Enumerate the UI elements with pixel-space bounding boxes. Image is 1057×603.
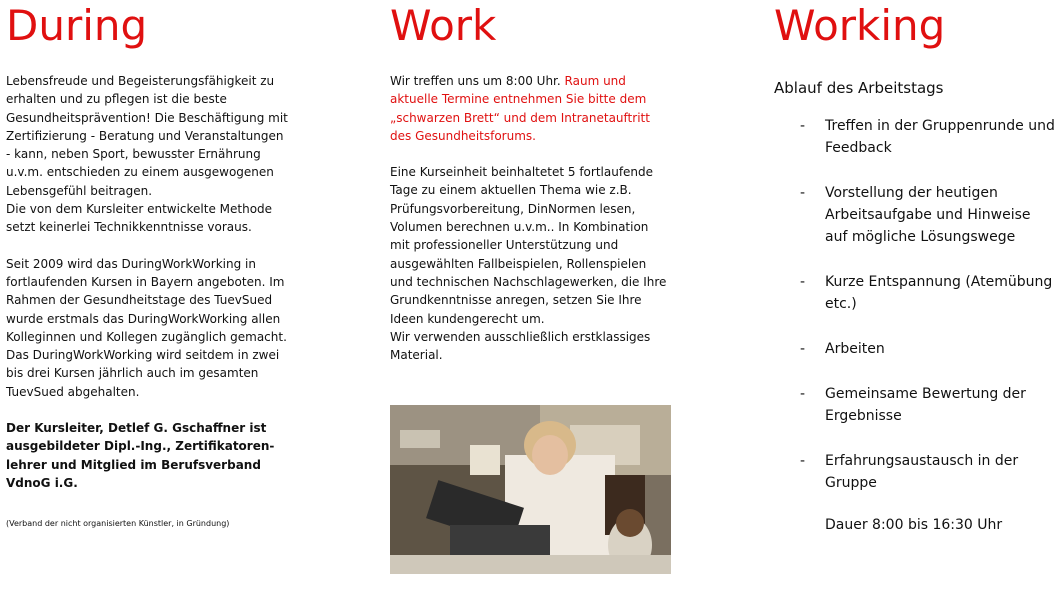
column-working (774, 0, 1057, 536)
bullet-dash: - (800, 274, 806, 290)
agenda-item: - Treffen in der Gruppenrunde und Feedback (774, 115, 1057, 159)
material-paragraph: Wir verwenden ausschließlich erstklassiges Material. (390, 329, 651, 363)
agenda-item: - Kurze Entspannung (Atemübung etc.) (774, 271, 1057, 315)
bullet-dash: - (800, 118, 806, 134)
method-paragraph: Die von dem Kursleiter entwickelte Methode setzt keinerlei Technikkenntnisse voraus. (6, 202, 273, 235)
bullet-dash: - (800, 386, 806, 402)
footnote: (Verband der nicht organisierten Künstler, in Gründung) (6, 519, 230, 529)
agenda-item: - Gemeinsame Bewertung der Ergebnisse (774, 383, 1057, 427)
title-work: Work (390, 1, 497, 50)
bullet-dash: - (800, 185, 806, 201)
agenda-list (774, 115, 1057, 494)
meeting-paragraph (390, 72, 665, 145)
title-working: Working (774, 1, 946, 50)
intro-paragraph: Lebensfreude und Begeisterungsfähigkeit zu erhalten und zu pflegen ist die beste Gesundheitsprävention! Die Beschäftigung mit Zertifizierung - Beratung und Veranstaltungen - kann, neben Sport, bewusster Ernährung u.v.m. entschieden zu einem ausgewogenen Lebensgefühl beitragen. (6, 74, 288, 198)
title-during: During (6, 1, 148, 50)
agenda-item: - Arbeiten (774, 338, 1057, 360)
column-during (6, 0, 296, 529)
agenda-item: - Vorstellung der heutigen Arbeitsaufgabe und Hinweise auf mögliche Lösungswege (774, 182, 1057, 248)
column-work (390, 0, 680, 364)
meeting-time-text: Wir treffen uns um 8:00 Uhr. (390, 74, 561, 88)
room-info-text: Raum und aktuelle Termine entnehmen Sie bitte dem „schwarzen Brett“ und dem Intranetauftritt des Gesundheitsforums. (390, 74, 650, 143)
bullet-dash: - (800, 341, 806, 357)
history-paragraph: Seit 2009 wird das DuringWorkWorking in fortlaufenden Kursen in Bayern angeboten. Im Rahmen der Gesundheitstage des TuevSued wurde erstmals das DuringWorkWorking allen Kolleginnen und Kollegen zugänglich gemacht. Das DuringWorkWorking wird seitdem in zwei bis drei Kursen jährlich auch im gesamten TuevSued abgehalten. (6, 256, 287, 399)
agenda-item: - Erfahrungsaustausch in der Gruppe (774, 450, 1057, 494)
bullet-dash: - (800, 453, 806, 469)
course-photo (390, 405, 671, 574)
course-photo-illustration (390, 405, 671, 574)
duration-text: Dauer 8:00 bis 16:30 Uhr (825, 517, 1003, 533)
course-paragraph: Eine Kurseinheit beinhaltetet 5 fortlaufende Tage zu einem aktuellen Thema wie z.B. Prüfungsvorbereitung, DinNormen lesen, Volumen berechnen u.v.m.. In Kombination mit professioneller Unterstützung und ausgewählten Fallbeispielen, Rollenspielen und technischen Nachschlagewerken, die Ihre Grundkenntnisse anregen, setzen Sie Ihre Ideen kundengerecht um. (390, 165, 667, 326)
instructor-paragraph: Der Kursleiter, Detlef G. Gschaffner ist ausgebildeter Dipl.-Ing., Zertifikatoren-lehrer und Mitglied im Berufsverband VdnoG i.G. (6, 421, 275, 490)
agenda-heading: Ablauf des Arbeitstags (774, 79, 944, 97)
